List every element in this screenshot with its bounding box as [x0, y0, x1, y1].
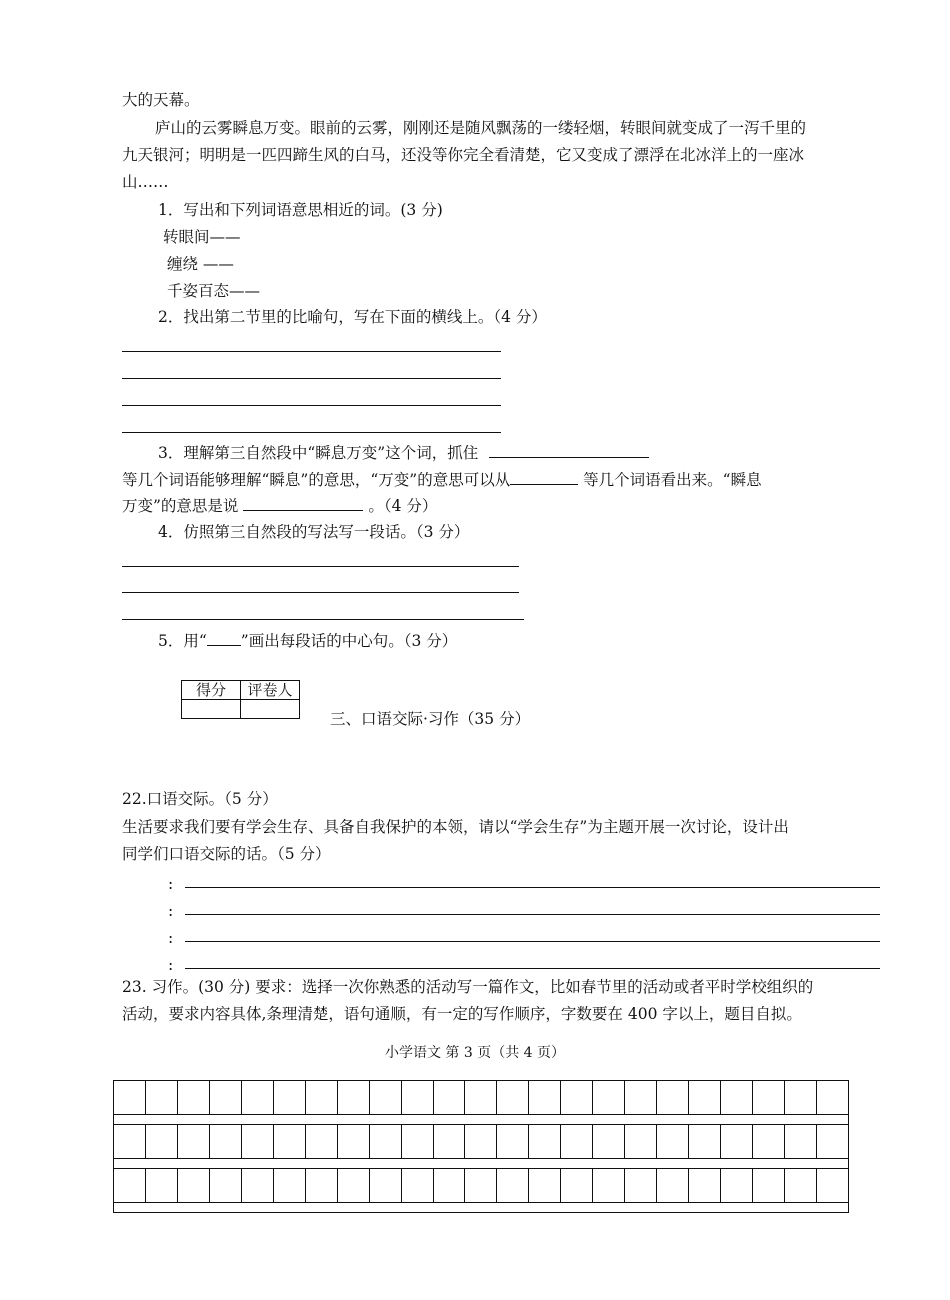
q23-prompt: 活动，要求内容具体,条理清楚，语句通顺，有一定的写作顺序，字数要在 400 字以上，题目自拟。: [122, 1005, 802, 1023]
grid-cell[interactable]: [529, 1169, 561, 1202]
q5-blank[interactable]: [207, 629, 241, 646]
grid-cell[interactable]: [785, 1081, 817, 1114]
question-22-title: 22.口语交际。（5 分）: [122, 790, 278, 808]
dialogue-line[interactable]: [185, 941, 880, 942]
grid-cell[interactable]: [721, 1081, 753, 1114]
answer-line[interactable]: [122, 432, 501, 433]
dialogue-line[interactable]: [185, 914, 880, 915]
grid-cell[interactable]: [242, 1081, 274, 1114]
grid-cell[interactable]: [721, 1125, 753, 1158]
grid-cell[interactable]: [242, 1169, 274, 1202]
grid-cell[interactable]: [785, 1169, 817, 1202]
grid-cell[interactable]: [306, 1169, 338, 1202]
q3-blank-1[interactable]: [489, 441, 649, 458]
grid-cell[interactable]: [338, 1125, 370, 1158]
grid-cell[interactable]: [402, 1169, 434, 1202]
question-1-title: 1．写出和下列词语意思相近的词。(3 分): [158, 201, 443, 219]
score-box: [181, 680, 300, 719]
grid-cell[interactable]: [497, 1125, 529, 1158]
grid-cell[interactable]: [753, 1081, 785, 1114]
grid-cell[interactable]: [146, 1125, 178, 1158]
grid-cell[interactable]: [306, 1125, 338, 1158]
grid-cell[interactable]: [529, 1125, 561, 1158]
page-footer: 小学语文 第 3 页（共 4 页）: [384, 1045, 566, 1061]
grid-cell[interactable]: [561, 1125, 593, 1158]
grid-cell[interactable]: [753, 1125, 785, 1158]
question-3-line: [122, 494, 437, 516]
grid-row-gap: [114, 1115, 848, 1125]
passage-line: 大的天幕。: [122, 91, 200, 109]
q3-text: 万变”的意思是说: [122, 497, 239, 515]
grid-cell[interactable]: [242, 1125, 274, 1158]
q1-word: 转眼间——: [163, 228, 241, 246]
grid-cell[interactable]: [114, 1081, 146, 1114]
grid-cell[interactable]: [593, 1125, 625, 1158]
q5-text: ”画出每段话的中心句。（3 分）: [240, 632, 458, 650]
grid-cell[interactable]: [561, 1081, 593, 1114]
grid-cell[interactable]: [817, 1081, 848, 1114]
grid-cell[interactable]: [689, 1169, 721, 1202]
grid-row: [114, 1081, 848, 1115]
grid-cell[interactable]: [210, 1125, 242, 1158]
dialogue-colon: :: [168, 929, 174, 947]
grid-cell[interactable]: [657, 1081, 689, 1114]
grid-row-gap: [114, 1159, 848, 1169]
composition-grid[interactable]: [113, 1080, 849, 1213]
q3-blank-2[interactable]: [510, 468, 578, 485]
q1-word: 千姿百态——: [167, 282, 261, 300]
grid-cell[interactable]: [689, 1081, 721, 1114]
grid-cell[interactable]: [753, 1169, 785, 1202]
dialogue-line[interactable]: [185, 887, 880, 888]
answer-line[interactable]: [122, 378, 501, 379]
q22-prompt: 生活要求我们要有学会生存、具备自我保护的本领，请以“学会生存”为主题开展一次讨论，设计出: [122, 818, 789, 836]
grid-row: [114, 1125, 848, 1159]
grid-cell[interactable]: [434, 1081, 466, 1114]
dialogue-colon: :: [168, 902, 174, 920]
q22-prompt: 同学们口语交际的话。（5 分）: [122, 845, 331, 863]
section-3-title: 三、口语交际·习作（35 分）: [330, 710, 531, 728]
score-header: 得分: [182, 681, 241, 700]
answer-line[interactable]: [122, 566, 519, 567]
answer-line[interactable]: [122, 405, 501, 406]
question-4-title: 4．仿照第三自然段的写法写一段话。（3 分）: [158, 523, 470, 541]
grid-cell[interactable]: [370, 1125, 402, 1158]
grid-cell[interactable]: [274, 1169, 306, 1202]
grid-cell[interactable]: [593, 1081, 625, 1114]
grid-cell[interactable]: [785, 1125, 817, 1158]
grid-cell[interactable]: [497, 1081, 529, 1114]
q1-word: 缠绕 ——: [167, 255, 234, 273]
grid-cell[interactable]: [114, 1169, 146, 1202]
grid-cell[interactable]: [625, 1125, 657, 1158]
score-cell[interactable]: [182, 700, 241, 719]
grid-cell[interactable]: [465, 1081, 497, 1114]
grid-cell[interactable]: [146, 1169, 178, 1202]
grid-cell[interactable]: [274, 1081, 306, 1114]
grid-cell[interactable]: [178, 1169, 210, 1202]
q3-text: 。（4 分）: [368, 497, 438, 515]
grid-cell[interactable]: [434, 1169, 466, 1202]
grid-cell[interactable]: [625, 1081, 657, 1114]
passage-line: 庐山的云雾瞬息万变。眼前的云雾，刚刚还是随风飘荡的一缕轻烟，转眼间就变成了一泻千里的: [155, 119, 807, 137]
dialogue-colon: :: [168, 875, 174, 893]
dialogue-line[interactable]: [185, 968, 880, 969]
grid-cell[interactable]: [817, 1169, 848, 1202]
grid-cell[interactable]: [689, 1125, 721, 1158]
grid-cell[interactable]: [657, 1125, 689, 1158]
grid-cell[interactable]: [593, 1169, 625, 1202]
q3-text: 等几个词语看出来。“瞬息: [583, 471, 762, 489]
grid-cell[interactable]: [402, 1081, 434, 1114]
grid-cell[interactable]: [465, 1169, 497, 1202]
answer-line[interactable]: [122, 619, 524, 620]
question-23-title: 23. 习作。(30 分) 要求：选择一次你熟悉的活动写一篇作文，比如春节里的活动或者平时学校组织的: [122, 978, 814, 996]
grid-row: [114, 1169, 848, 1203]
grid-cell[interactable]: [370, 1169, 402, 1202]
grid-cell[interactable]: [178, 1125, 210, 1158]
grid-cell[interactable]: [721, 1169, 753, 1202]
question-2-title: 2．找出第二节里的比喻句，写在下面的横线上。（4 分）: [158, 308, 547, 326]
passage-line: 山……: [122, 173, 169, 191]
answer-line[interactable]: [122, 592, 519, 593]
grid-cell[interactable]: [497, 1169, 529, 1202]
grid-cell[interactable]: [434, 1125, 466, 1158]
grid-cell[interactable]: [529, 1081, 561, 1114]
question-5-title: [158, 629, 457, 651]
grid-cell[interactable]: [210, 1169, 242, 1202]
grid-cell[interactable]: [114, 1125, 146, 1158]
grid-cell[interactable]: [338, 1169, 370, 1202]
grid-cell[interactable]: [306, 1081, 338, 1114]
grid-cell[interactable]: [178, 1081, 210, 1114]
grid-cell[interactable]: [817, 1125, 848, 1158]
grid-cell[interactable]: [210, 1081, 242, 1114]
q3-blank-3[interactable]: [243, 494, 363, 511]
q5-text: 5．用“: [158, 632, 207, 650]
q3-text: 等几个词语能够理解“瞬息”的意思，“万变”的意思可以从: [122, 471, 511, 489]
grid-cell[interactable]: [625, 1169, 657, 1202]
grid-cell[interactable]: [657, 1169, 689, 1202]
question-3-line: [122, 468, 762, 490]
grid-cell[interactable]: [370, 1081, 402, 1114]
passage-line: 九天银河；明明是一匹四蹄生风的白马，还没等你完全看清楚，它又变成了漂浮在北冰洋上的一座冰: [122, 146, 805, 164]
grid-cell[interactable]: [465, 1125, 497, 1158]
dialogue-colon: :: [168, 956, 174, 974]
grader-cell[interactable]: [241, 700, 300, 719]
grid-cell[interactable]: [561, 1169, 593, 1202]
grid-cell[interactable]: [338, 1081, 370, 1114]
grid-cell[interactable]: [402, 1125, 434, 1158]
q3-text: 3．理解第三自然段中“瞬息万变”这个词，抓住: [158, 444, 479, 462]
grid-row-gap: [114, 1203, 848, 1213]
grader-header: 评卷人: [241, 681, 300, 700]
answer-line[interactable]: [122, 351, 501, 352]
question-3-line: [158, 441, 649, 463]
grid-cell[interactable]: [146, 1081, 178, 1114]
grid-cell[interactable]: [274, 1125, 306, 1158]
